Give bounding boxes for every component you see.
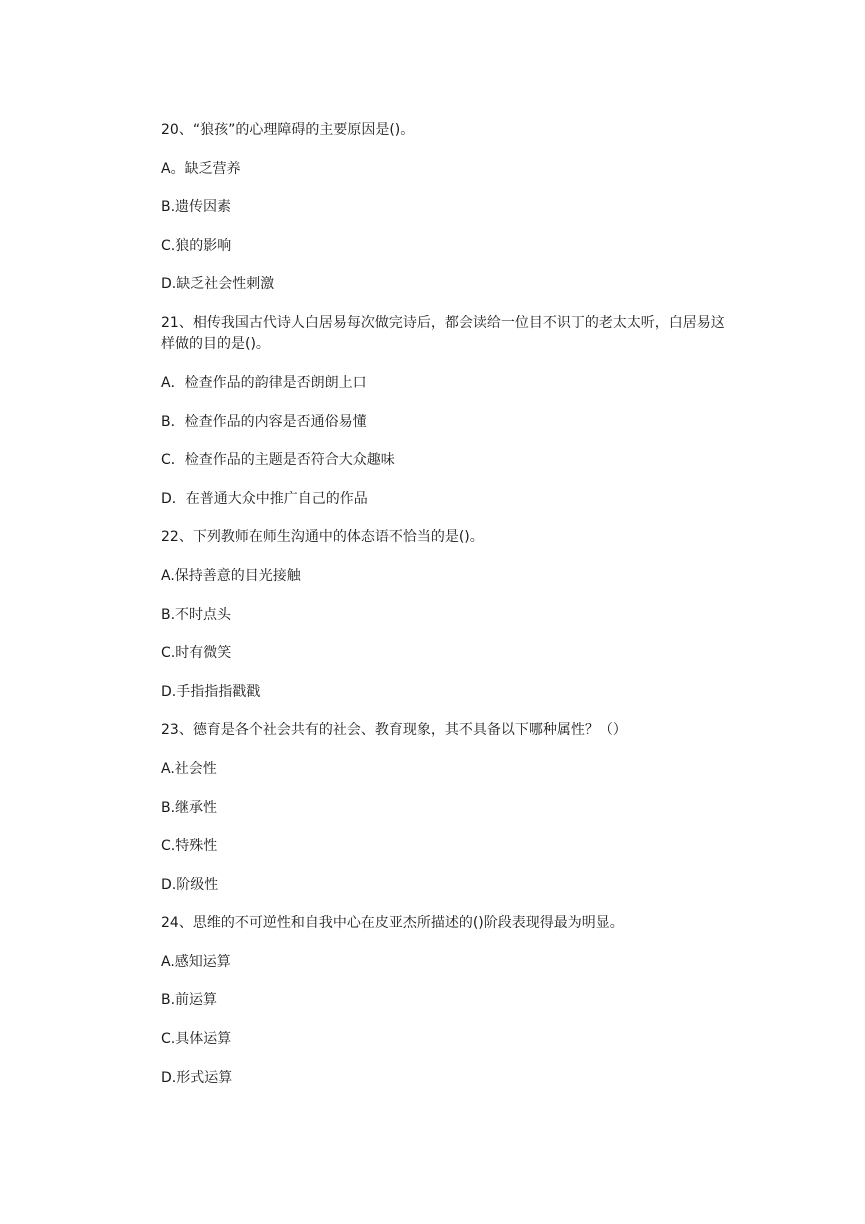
- option-b: B.不时点头: [161, 606, 232, 623]
- question-list: [161, 120, 741, 1106]
- option-b: B.前运算: [161, 992, 218, 1009]
- option-a: A．检查作品的韵律是否朗朗上口: [161, 374, 367, 391]
- option-b: B．检查作品的内容是否通俗易懂: [161, 413, 367, 430]
- option-c: C.特殊性: [161, 838, 218, 855]
- question-21: [161, 313, 741, 509]
- question-text: 24、思维的不可逆性和自我中心在皮亚杰所描述的()阶段表现得最为明显。: [161, 915, 624, 932]
- option-d: D.形式运算: [161, 1069, 233, 1086]
- question-22: [161, 527, 741, 701]
- option-c: C．检查作品的主题是否符合大众趣味: [161, 452, 395, 469]
- question-text: 23、德育是各个社会共有的社会、教育现象，其不具备以下哪种属性？（）: [161, 722, 627, 739]
- option-d: D.手指指指戳戳: [161, 683, 261, 700]
- option-c: C.时有微笑: [161, 645, 232, 662]
- question-text: 21、相传我国古代诗人白居易每次做完诗后，都会读给一位目不识丁的老太太听，白居易这样做的目的是()。: [161, 314, 725, 352]
- option-a: A。缺乏营养: [161, 160, 241, 177]
- option-c: C.具体运算: [161, 1031, 232, 1048]
- option-d: D.阶级性: [161, 876, 219, 893]
- question-23: [161, 720, 741, 894]
- option-a: A.保持善意的目光接触: [161, 567, 301, 584]
- option-a: A.感知运算: [161, 953, 231, 970]
- option-d: D.缺乏社会性刺激: [161, 276, 275, 293]
- option-c: C.狼的影响: [161, 237, 232, 254]
- question-text: 22、下列教师在师生沟通中的体态语不恰当的是()。: [161, 529, 484, 546]
- option-d: D．在普通大众中推广自己的作品: [161, 490, 368, 507]
- option-b: B.继承性: [161, 799, 218, 816]
- question-20: [161, 120, 741, 294]
- option-b: B.遗传因素: [161, 199, 232, 216]
- question-text: 20、“狼孩”的心理障碍的主要原因是()。: [161, 122, 415, 138]
- question-24: [161, 913, 741, 1087]
- option-a: A.社会性: [161, 760, 217, 777]
